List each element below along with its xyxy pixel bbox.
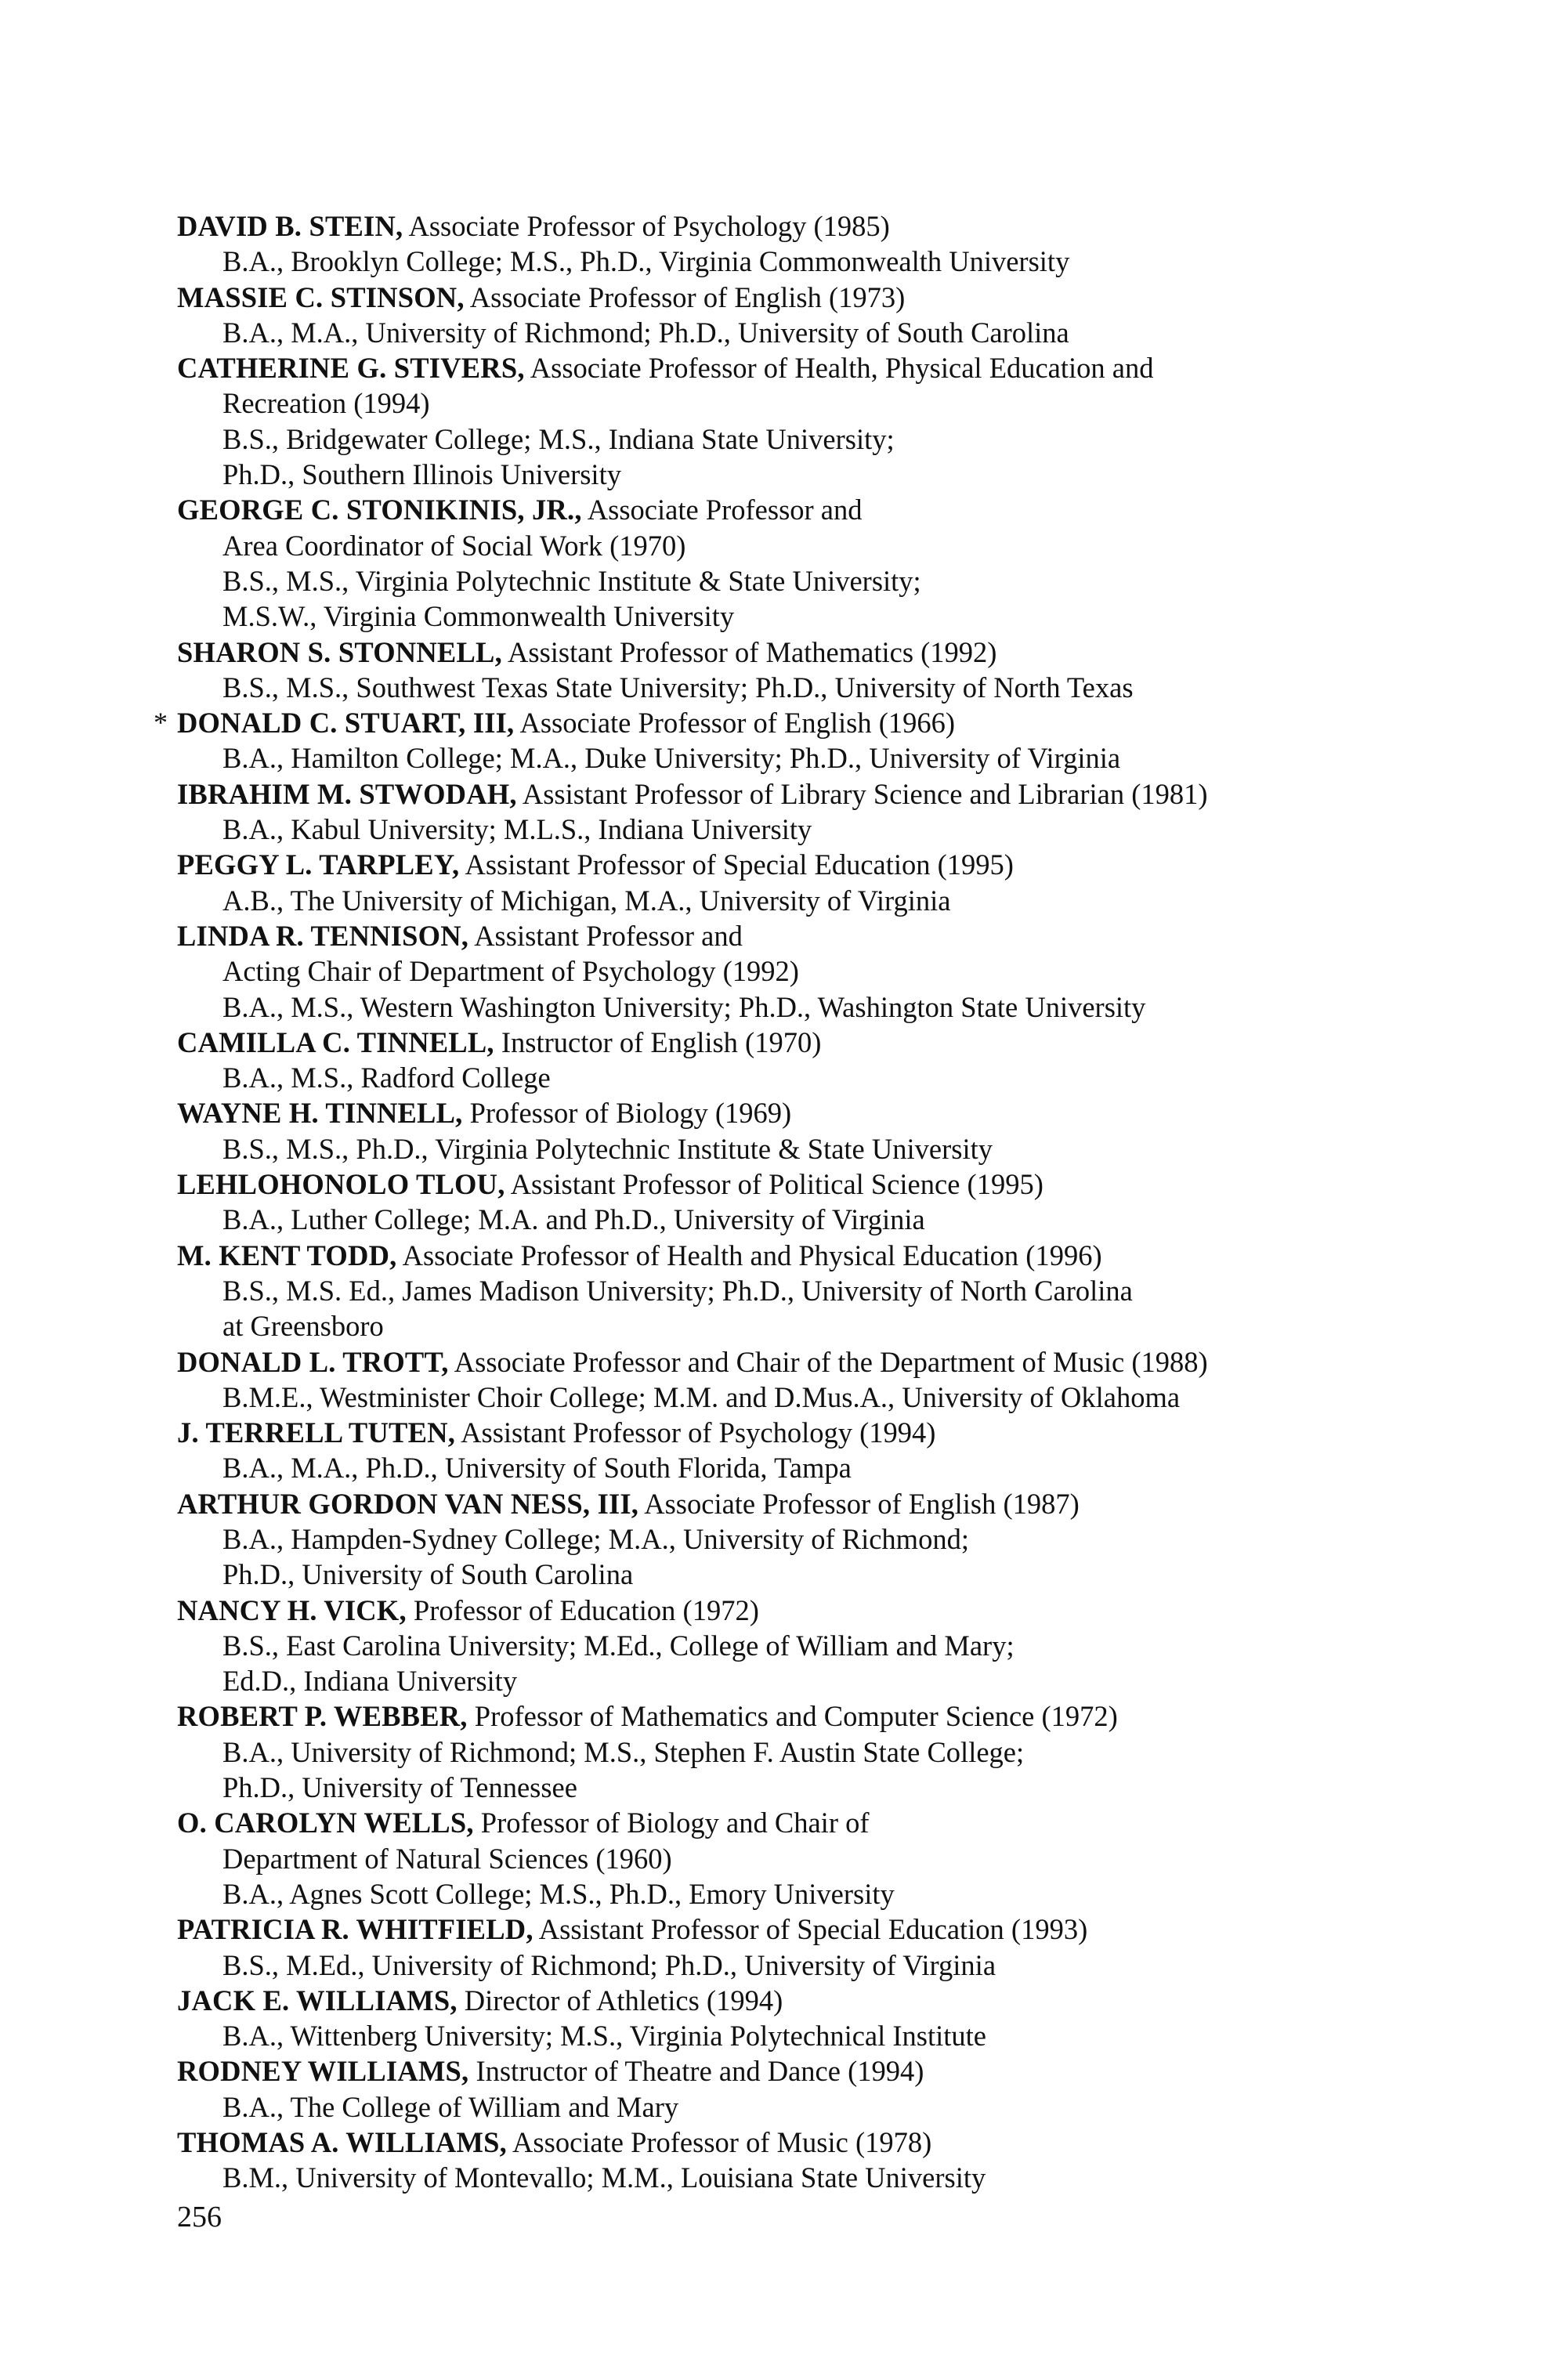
faculty-title: Associate Professor of English (1973) <box>464 280 906 313</box>
entry-heading-line <box>177 1805 1446 1840</box>
entry-detail-line: B.A., Brooklyn College; M.S., Ph.D., Virginia Commonwealth University <box>222 245 1070 278</box>
entry-detail-line: Ph.D., Southern Illinois University <box>222 458 621 491</box>
faculty-entry <box>177 635 1446 706</box>
faculty-name: DONALD L. TROTT, <box>177 1345 449 1378</box>
faculty-name: ROBERT P. WEBBER, <box>177 1700 468 1733</box>
entry-heading-line <box>177 1166 1446 1202</box>
entry-detail-line: B.S., M.S. Ed., James Madison University; Ph.D., University of North Carolina <box>222 1274 1133 1307</box>
entry-detail-line: Department of Natural Sciences (1960) <box>222 1842 672 1875</box>
faculty-entry <box>177 776 1446 848</box>
entry-heading-line <box>177 208 1446 244</box>
faculty-title: Assistant Professor of Special Education (1993) <box>533 1913 1088 1946</box>
faculty-name: O. CAROLYN WELLS, <box>177 1807 474 1839</box>
faculty-entry <box>177 2053 1446 2125</box>
faculty-name: J. TERRELL TUTEN, <box>177 1416 456 1449</box>
faculty-title: Director of Athletics (1994) <box>457 1984 783 2016</box>
entry-detail-line: Area Coordinator of Social Work (1970) <box>222 529 686 562</box>
entry-detail-line: B.M.E., Westminister Choir College; M.M. and D.Mus.A., University of Oklahoma <box>222 1380 1181 1413</box>
entry-detail-line: B.S., M.S., Ph.D., Virginia Polytechnic Institute & State University <box>222 1132 993 1165</box>
faculty-name: DAVID B. STEIN, <box>177 210 403 242</box>
entry-detail-line: A.B., The University of Michigan, M.A., University of Virginia <box>222 884 951 917</box>
faculty-title: Associate Professor of English (1966) <box>514 707 956 740</box>
faculty-name: CATHERINE G. STIVERS, <box>177 352 525 385</box>
faculty-name: MASSIE C. STINSON, <box>177 280 465 313</box>
faculty-entry <box>177 492 1446 634</box>
entry-heading-line <box>177 1238 1446 1273</box>
entry-heading-line <box>177 280 1446 315</box>
faculty-entry <box>177 1166 1446 1238</box>
entry-heading-line <box>177 776 1446 812</box>
faculty-name: PATRICIA R. WHITFIELD, <box>177 1913 533 1946</box>
entry-detail-line: B.A., The College of William and Mary <box>222 2090 679 2123</box>
entry-detail-line: B.A., M.A., University of Richmond; Ph.D., University of South Carolina <box>222 316 1069 349</box>
entry-heading-line <box>177 1415 1446 1450</box>
faculty-title: Associate Professor of Psychology (1985) <box>403 210 890 242</box>
faculty-entry <box>177 1344 1446 1416</box>
faculty-entry <box>177 1805 1446 1912</box>
faculty-title: Assistant Professor of Mathematics (1992) <box>501 635 997 668</box>
entry-heading-line <box>177 492 1446 527</box>
entry-detail-line: Recreation (1994) <box>222 387 430 420</box>
entry-detail-line: Acting Chair of Department of Psychology (1992) <box>222 955 799 988</box>
entry-detail-line: B.S., Bridgewater College; M.S., Indiana State University; <box>222 422 895 455</box>
entry-detail-line: B.M., University of Montevallo; M.M., Louisiana State University <box>222 2161 986 2194</box>
entry-heading-line <box>177 1593 1446 1628</box>
faculty-name: RODNEY WILLIAMS, <box>177 2055 469 2088</box>
faculty-name: NANCY H. VICK, <box>177 1593 407 1626</box>
entry-heading-line <box>177 2125 1446 2160</box>
faculty-name: JACK E. WILLIAMS, <box>177 1984 458 2016</box>
faculty-title: Associate Professor of English (1987) <box>638 1487 1080 1520</box>
faculty-name: GEORGE C. STONIKINIS, JR., <box>177 494 582 526</box>
faculty-entry <box>177 1415 1446 1486</box>
faculty-title: Instructor of Theatre and Dance (1994) <box>468 2055 924 2088</box>
entry-detail-line: B.A., University of Richmond; M.S., Stephen F. Austin State College; <box>222 1735 1025 1768</box>
entry-heading-line <box>177 1095 1446 1130</box>
entry-detail-line: B.A., Agnes Scott College; M.S., Ph.D., Emory University <box>222 1877 895 1910</box>
faculty-entry <box>177 350 1446 492</box>
entry-heading-line <box>177 705 1446 740</box>
entry-heading-line <box>177 1025 1446 1060</box>
faculty-entry <box>177 918 1446 1025</box>
entry-heading-line <box>177 350 1446 385</box>
faculty-entry <box>177 280 1446 351</box>
faculty-name: ARTHUR GORDON VAN NESS, III, <box>177 1487 639 1520</box>
entry-heading-line <box>177 635 1446 670</box>
entry-detail-line: B.A., Luther College; M.A. and Ph.D., University of Virginia <box>222 1203 925 1236</box>
faculty-title: Associate Professor of Health, Physical Education and <box>524 352 1154 385</box>
entry-detail-line: Ed.D., Indiana University <box>222 1665 518 1698</box>
faculty-title: Professor of Biology (1969) <box>462 1097 792 1130</box>
entry-detail-line: B.S., M.S., Virginia Polytechnic Institute & State University; <box>222 564 921 597</box>
faculty-entry <box>177 1593 1446 1699</box>
faculty-name: LINDA R. TENNISON, <box>177 919 469 952</box>
faculty-title: Professor of Biology and Chair of <box>473 1807 870 1839</box>
entry-detail-line: B.A., M.S., Radford College <box>222 1062 551 1094</box>
entry-heading-line <box>177 847 1446 882</box>
entry-detail-line: B.S., M.S., Southwest Texas State University; Ph.D., University of North Texas <box>222 671 1134 704</box>
entry-heading-line <box>177 1486 1446 1521</box>
faculty-title: Instructor of English (1970) <box>494 1025 822 1058</box>
faculty-title: Assistant Professor and <box>468 919 743 952</box>
entry-detail-line: at Greensboro <box>222 1310 384 1343</box>
faculty-entry <box>177 1025 1446 1096</box>
faculty-name: LEHLOHONOLO TLOU, <box>177 1168 505 1201</box>
faculty-name: DONALD C. STUART, III, <box>177 707 515 740</box>
faculty-title: Assistant Professor of Special Education (1995) <box>459 848 1014 881</box>
entry-detail-line: B.A., M.A., Ph.D., University of South Florida, Tampa <box>222 1452 852 1485</box>
faculty-entry <box>177 1698 1446 1805</box>
faculty-list <box>154 208 1446 2196</box>
entry-detail-line: M.S.W., Virginia Commonwealth University <box>222 600 735 633</box>
entry-heading-line <box>177 918 1446 953</box>
faculty-title: Professor of Education (1972) <box>406 1593 759 1626</box>
faculty-name: M. KENT TODD, <box>177 1239 397 1271</box>
faculty-title: Associate Professor and <box>581 494 863 526</box>
faculty-name: CAMILLA C. TINNELL, <box>177 1025 494 1058</box>
entry-detail-line: B.A., M.S., Western Washington University; Ph.D., Washington State University <box>222 990 1146 1023</box>
entry-detail-line: B.A., Hampden-Sydney College; M.A., University of Richmond; <box>222 1522 969 1555</box>
faculty-entry <box>177 1983 1446 2054</box>
faculty-entry <box>177 1486 1446 1593</box>
faculty-title: Associate Professor of Health and Physical Education (1996) <box>396 1239 1102 1271</box>
faculty-title: Assistant Professor of Library Science and Librarian (1981) <box>516 777 1208 810</box>
faculty-entry <box>177 208 1446 280</box>
faculty-name: PEGGY L. TARPLEY, <box>177 848 460 881</box>
entry-heading-line <box>177 1344 1446 1380</box>
entry-heading-line <box>177 1983 1446 2018</box>
faculty-title: Professor of Mathematics and Computer Science (1972) <box>467 1700 1118 1733</box>
faculty-title: Associate Professor and Chair of the Department of Music (1988) <box>448 1345 1208 1378</box>
asterisk-marker: * <box>154 707 168 739</box>
entry-detail-line: Ph.D., University of Tennessee <box>222 1771 577 1804</box>
faculty-title: Associate Professor of Music (1978) <box>506 2126 932 2159</box>
faculty-name: IBRAHIM M. STWODAH, <box>177 777 517 810</box>
faculty-name: SHARON S. STONNELL, <box>177 635 502 668</box>
page-number: 256 <box>177 2201 222 2234</box>
entry-detail-line: B.A., Hamilton College; M.A., Duke University; Ph.D., University of Virginia <box>222 742 1121 775</box>
faculty-entry <box>177 847 1446 918</box>
entry-heading-line <box>177 1912 1446 1947</box>
entry-detail-line: B.S., East Carolina University; M.Ed., College of William and Mary; <box>222 1629 1015 1662</box>
entry-detail-line: Ph.D., University of South Carolina <box>222 1558 634 1591</box>
entry-heading-line <box>177 2053 1446 2089</box>
faculty-title: Assistant Professor of Psychology (1994) <box>455 1416 936 1449</box>
faculty-entry <box>177 2125 1446 2196</box>
faculty-entry <box>177 1912 1446 1983</box>
entry-detail-line: B.S., M.Ed., University of Richmond; Ph.D., University of Virginia <box>222 1948 996 1981</box>
faculty-entry <box>154 705 1446 776</box>
faculty-entry <box>177 1095 1446 1166</box>
entry-detail-line: B.A., Kabul University; M.L.S., Indiana University <box>222 813 812 846</box>
faculty-name: THOMAS A. WILLIAMS, <box>177 2126 507 2159</box>
entry-detail-line: B.A., Wittenberg University; M.S., Virginia Polytechnical Institute <box>222 2020 987 2053</box>
faculty-name: WAYNE H. TINNELL, <box>177 1097 463 1130</box>
entry-heading-line <box>177 1698 1446 1734</box>
faculty-title: Assistant Professor of Political Science (1995) <box>505 1168 1043 1201</box>
faculty-entry <box>177 1238 1446 1344</box>
